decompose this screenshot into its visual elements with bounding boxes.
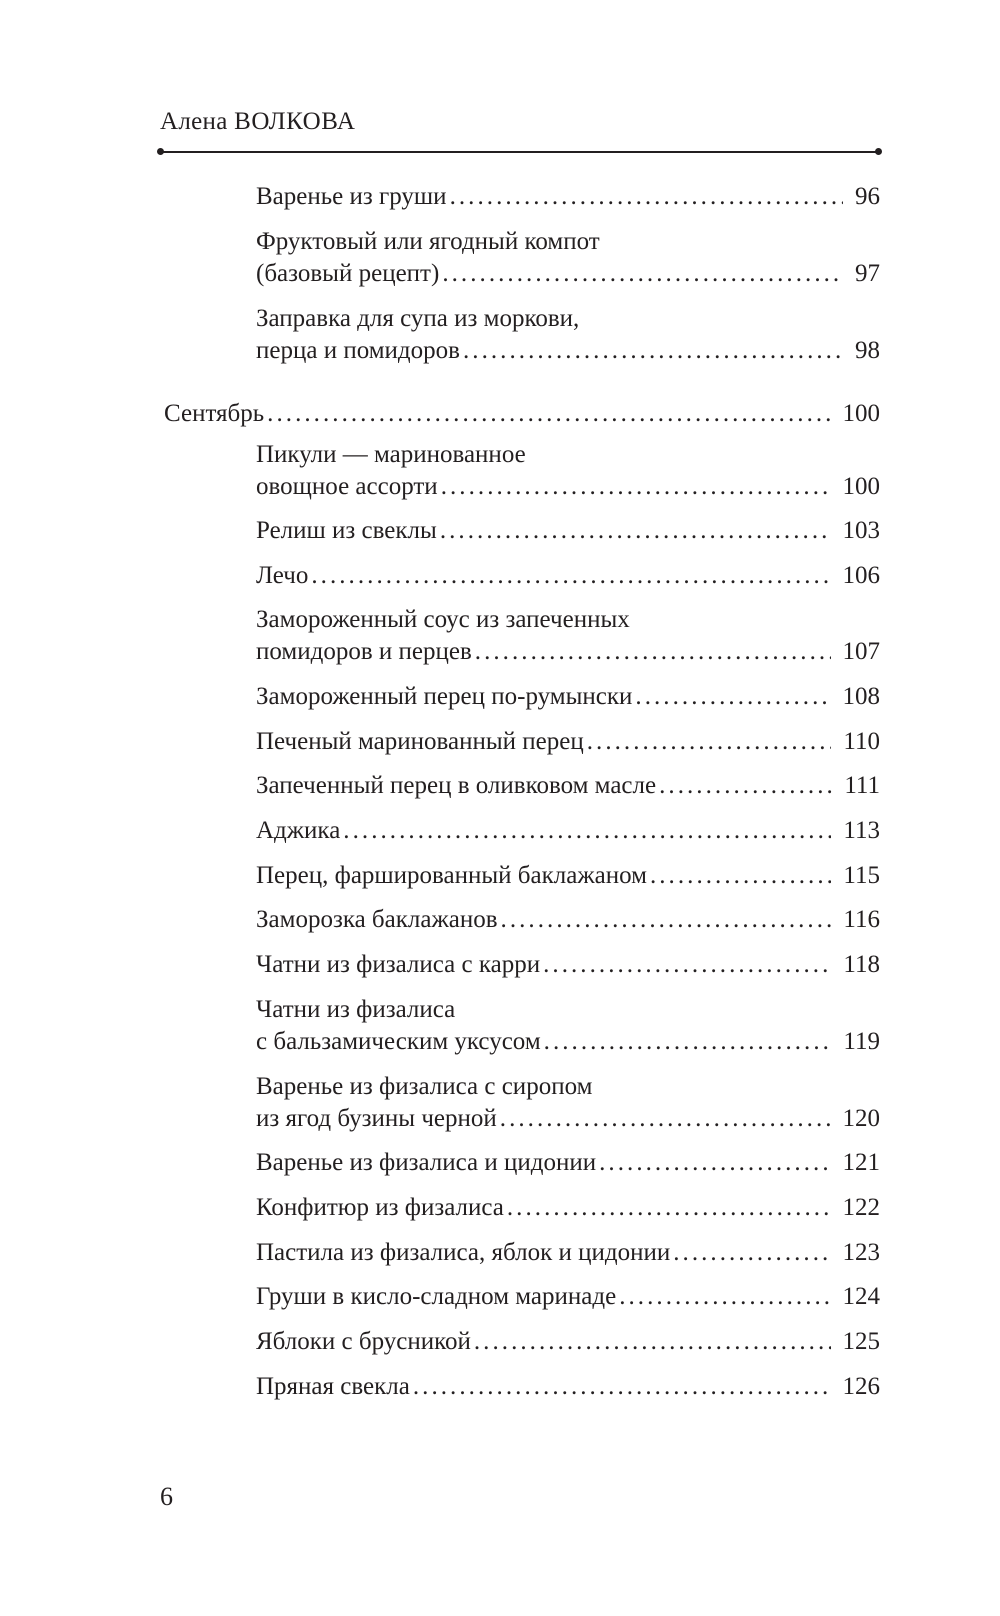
toc-entry[interactable] bbox=[256, 560, 880, 592]
toc-entry-title: Варенье из физалиса и цидонии bbox=[256, 1149, 597, 1176]
toc-entry[interactable] bbox=[256, 303, 880, 367]
toc-entry[interactable] bbox=[256, 1326, 880, 1358]
author-last-name: ВОЛКОВА bbox=[234, 108, 356, 135]
toc-entry-title: с бальзамическим уксусом bbox=[256, 1028, 541, 1055]
toc-entry-page: 123 bbox=[842, 1239, 880, 1266]
toc-entry-page: 116 bbox=[843, 906, 880, 933]
toc-entry-page: 122 bbox=[842, 1194, 880, 1221]
toc-entry-page: 125 bbox=[842, 1328, 880, 1355]
toc-entry[interactable] bbox=[256, 439, 880, 503]
header-rule-dot-right bbox=[875, 148, 882, 155]
toc-leader bbox=[540, 949, 831, 981]
toc-leader bbox=[498, 904, 832, 936]
toc-entry-title: овощное ассорти bbox=[256, 473, 438, 500]
toc-entry-page: 124 bbox=[842, 1283, 880, 1310]
toc-leader bbox=[616, 1281, 830, 1313]
toc-entry-page: 107 bbox=[842, 638, 880, 665]
toc-entry-page: 96 bbox=[855, 183, 880, 210]
toc-entry[interactable] bbox=[256, 181, 880, 213]
toc-entry-title-line1: Чатни из физалиса bbox=[256, 996, 456, 1023]
toc-entry[interactable] bbox=[256, 604, 880, 668]
toc-section-title: Сентябрь bbox=[164, 400, 265, 427]
toc-leader bbox=[584, 726, 832, 758]
toc-leader bbox=[437, 515, 831, 547]
toc-entry-title: Релиш из свеклы bbox=[256, 517, 437, 544]
toc-entry-page: 126 bbox=[842, 1373, 880, 1400]
toc-leader bbox=[439, 258, 843, 290]
toc-entry[interactable] bbox=[256, 1192, 880, 1224]
toc-entry-title-line1: Фруктовый или ягодный компот bbox=[256, 228, 600, 255]
toc-entry-title: перца и помидоров bbox=[256, 337, 460, 364]
toc-entry-title-line1: Пикули — маринованное bbox=[256, 441, 526, 468]
toc-entry-title: Пряная свекла bbox=[256, 1373, 410, 1400]
toc-entry-title: (базовый рецепт) bbox=[256, 260, 440, 287]
toc-entry[interactable] bbox=[256, 860, 880, 892]
toc-entry-title-line1: Варенье из физалиса с сиропом bbox=[256, 1073, 593, 1100]
toc-leader bbox=[632, 681, 830, 713]
toc-entry[interactable] bbox=[256, 226, 880, 290]
toc-leader bbox=[460, 335, 843, 367]
toc-entry[interactable] bbox=[256, 1281, 880, 1313]
running-header bbox=[160, 108, 355, 136]
toc-entry-page: 120 bbox=[842, 1105, 880, 1132]
toc-entry[interactable] bbox=[256, 1237, 880, 1269]
toc-entry-page: 119 bbox=[843, 1028, 880, 1055]
toc-entry-title-line1: Заправка для супа из моркови, bbox=[256, 305, 580, 332]
toc-entry-page: 115 bbox=[843, 862, 880, 889]
toc-leader bbox=[497, 1103, 831, 1135]
toc-entry-page: 113 bbox=[843, 817, 880, 844]
toc-entry-title: Чатни из физалиса с карри bbox=[256, 951, 541, 978]
toc-entry[interactable] bbox=[256, 1371, 880, 1403]
toc-leader bbox=[656, 770, 832, 802]
toc-entry-title: Груши в кисло-сладном маринаде bbox=[256, 1283, 617, 1310]
toc-leader bbox=[670, 1237, 830, 1269]
toc-leader bbox=[308, 560, 830, 592]
toc-leader bbox=[438, 471, 831, 503]
toc-entry-title: Заморозка баклажанов bbox=[256, 906, 498, 933]
toc-entry-title: Варенье из груши bbox=[256, 183, 447, 210]
toc-entry-page: 111 bbox=[844, 772, 880, 799]
toc-entry-page: 103 bbox=[842, 517, 880, 544]
toc-entry[interactable] bbox=[256, 1071, 880, 1135]
header-rule-dot-left bbox=[157, 148, 164, 155]
toc-leader bbox=[264, 398, 830, 430]
toc-entry-title: Аджика bbox=[256, 817, 341, 844]
toc-leader bbox=[472, 636, 831, 668]
toc-leader bbox=[596, 1147, 830, 1179]
page-number: 6 bbox=[160, 1482, 173, 1511]
toc-leader bbox=[647, 860, 831, 892]
toc-leader bbox=[504, 1192, 831, 1224]
author-first-name: Алена bbox=[160, 108, 228, 135]
toc-entry-page: 100 bbox=[842, 473, 880, 500]
toc-entry-page: 121 bbox=[842, 1149, 880, 1176]
toc-entry-title: Перец, фаршированный баклажаном bbox=[256, 862, 647, 889]
toc-entry-title: Печеный маринованный перец bbox=[256, 728, 584, 755]
toc-leader bbox=[471, 1326, 831, 1358]
toc-entry[interactable] bbox=[256, 1147, 880, 1179]
toc-leader bbox=[340, 815, 831, 847]
toc-leader bbox=[541, 1026, 832, 1058]
toc-entry-title: Лечо bbox=[256, 562, 309, 589]
toc-entry-title: помидоров и перцев bbox=[256, 638, 472, 665]
toc-entry[interactable] bbox=[256, 681, 880, 713]
header-rule bbox=[160, 151, 878, 153]
toc-entry-title: из ягод бузины черной bbox=[256, 1105, 497, 1132]
toc-entry[interactable] bbox=[256, 904, 880, 936]
toc-entry-title: Пастила из физалиса, яблок и цидонии bbox=[256, 1239, 671, 1266]
toc-entry-title: Конфитюр из физалиса bbox=[256, 1194, 504, 1221]
toc-entry-page: 110 bbox=[843, 728, 880, 755]
toc-entry-title: Яблоки с брусникой bbox=[256, 1328, 471, 1355]
toc-section-entry[interactable] bbox=[164, 398, 880, 430]
toc-entry-page: 106 bbox=[842, 562, 880, 589]
toc-entry-page: 108 bbox=[842, 683, 880, 710]
toc-entry[interactable] bbox=[256, 949, 880, 981]
toc-entry[interactable] bbox=[256, 815, 880, 847]
toc-entry[interactable] bbox=[256, 726, 880, 758]
toc-entry[interactable] bbox=[256, 515, 880, 547]
toc-leader bbox=[447, 181, 843, 213]
toc-entry-page: 118 bbox=[843, 951, 880, 978]
toc-leader bbox=[410, 1371, 831, 1403]
toc-entry-title: Замороженный перец по-румынски bbox=[256, 683, 633, 710]
toc-entry-title-line1: Замороженный соус из запеченных bbox=[256, 606, 630, 633]
toc-entry-page: 97 bbox=[855, 260, 880, 287]
toc-entry-page: 98 bbox=[855, 337, 880, 364]
toc-entry[interactable] bbox=[256, 770, 880, 802]
toc-entry-page: 100 bbox=[842, 400, 880, 427]
toc-entry[interactable] bbox=[256, 994, 880, 1058]
toc-entry-title: Запеченный перец в оливковом масле bbox=[256, 772, 657, 799]
